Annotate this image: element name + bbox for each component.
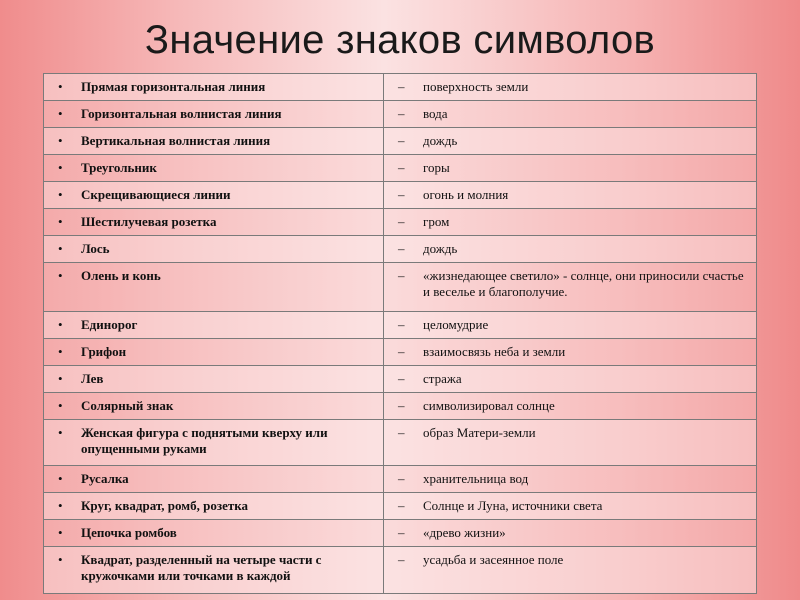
bullet-icon: •: [58, 106, 63, 121]
table-row: [44, 493, 757, 520]
dash-icon: –: [398, 106, 405, 121]
bullet-icon: •: [58, 187, 63, 202]
symbol-meaning: поверхность земли: [423, 79, 529, 94]
meaning-cell: [384, 466, 757, 493]
dash-icon: –: [398, 552, 405, 567]
symbol-name: Вертикальная волнистая линия: [81, 133, 271, 148]
dash-icon: –: [398, 187, 405, 202]
symbol-meaning: «древо жизни»: [423, 525, 506, 540]
symbol-cell: [44, 74, 384, 101]
symbol-name: Лось: [81, 241, 110, 256]
dash-icon: –: [398, 398, 405, 413]
table-row: [44, 155, 757, 182]
symbol-meaning: символизировал солнце: [423, 398, 555, 413]
table-row: [44, 128, 757, 155]
symbol-name: Квадрат, разделенный на четыре части с кружочками или точками в каждой: [81, 552, 322, 583]
table-row: [44, 520, 757, 547]
symbol-meaning: вода: [423, 106, 448, 121]
table-row: [44, 101, 757, 128]
symbol-cell: [44, 128, 384, 155]
symbol-name: Круг, квадрат, ромб, розетка: [81, 498, 249, 513]
dash-icon: –: [398, 525, 405, 540]
symbol-cell: [44, 209, 384, 236]
bullet-icon: •: [58, 425, 63, 440]
meaning-cell: [384, 209, 757, 236]
dash-icon: –: [398, 317, 405, 332]
symbol-name: Женская фигура с поднятыми кверху или опущенными руками: [81, 425, 328, 456]
dash-icon: –: [398, 133, 405, 148]
meaning-cell: [384, 493, 757, 520]
symbol-cell: [44, 101, 384, 128]
symbol-name: Треугольник: [81, 160, 157, 175]
table-row: [44, 209, 757, 236]
symbol-name: Грифон: [81, 344, 127, 359]
symbol-cell: [44, 420, 384, 466]
bullet-icon: •: [58, 268, 63, 283]
meaning-cell: [384, 128, 757, 155]
symbol-name: Олень и конь: [81, 268, 161, 283]
table-row: [44, 263, 757, 312]
meaning-cell: [384, 393, 757, 420]
symbol-cell: [44, 393, 384, 420]
symbol-cell: [44, 493, 384, 520]
symbol-meaning: Солнце и Луна, источники света: [423, 498, 603, 513]
table-row: [44, 74, 757, 101]
table-row: [44, 466, 757, 493]
meaning-cell: [384, 520, 757, 547]
bullet-icon: •: [58, 317, 63, 332]
symbol-name: Цепочка ромбов: [81, 525, 177, 540]
symbols-table: [43, 73, 757, 594]
meaning-cell: [384, 339, 757, 366]
dash-icon: –: [398, 268, 405, 283]
symbol-name: Скрещивающиеся линии: [81, 187, 231, 202]
symbol-meaning: «жизнедающее светило» - солнце, они приносили счастье и веселье и благополучие.: [423, 268, 744, 299]
symbol-cell: [44, 366, 384, 393]
bullet-icon: •: [58, 214, 63, 229]
table-row: [44, 312, 757, 339]
symbol-name: Прямая горизонтальная линия: [81, 79, 266, 94]
symbol-meaning: целомудрие: [423, 317, 489, 332]
symbol-cell: [44, 547, 384, 594]
dash-icon: –: [398, 241, 405, 256]
symbol-cell: [44, 312, 384, 339]
symbol-meaning: усадьба и засеянное поле: [423, 552, 564, 567]
table-row: [44, 547, 757, 594]
symbol-cell: [44, 520, 384, 547]
symbol-meaning: гром: [423, 214, 450, 229]
symbol-name: Солярный знак: [81, 398, 174, 413]
dash-icon: –: [398, 498, 405, 513]
symbol-cell: [44, 339, 384, 366]
dash-icon: –: [398, 160, 405, 175]
dash-icon: –: [398, 344, 405, 359]
symbol-name: Русалка: [81, 471, 129, 486]
symbol-meaning: образ Матери-земли: [423, 425, 536, 440]
bullet-icon: •: [58, 79, 63, 94]
meaning-cell: [384, 366, 757, 393]
symbol-meaning: дождь: [423, 133, 458, 148]
bullet-icon: •: [58, 133, 63, 148]
bullet-icon: •: [58, 160, 63, 175]
meaning-cell: [384, 74, 757, 101]
bullet-icon: •: [58, 498, 63, 513]
table-row: [44, 420, 757, 466]
symbol-meaning: взаимосвязь неба и земли: [423, 344, 566, 359]
bullet-icon: •: [58, 241, 63, 256]
meaning-cell: [384, 312, 757, 339]
symbol-meaning: дождь: [423, 241, 458, 256]
symbol-name: Шестилучевая розетка: [81, 214, 217, 229]
dash-icon: –: [398, 425, 405, 440]
symbol-name: Горизонтальная волнистая линия: [81, 106, 282, 121]
dash-icon: –: [398, 471, 405, 486]
meaning-cell: [384, 182, 757, 209]
dash-icon: –: [398, 214, 405, 229]
table-row: [44, 339, 757, 366]
bullet-icon: •: [58, 471, 63, 486]
symbol-name: Лев: [81, 371, 104, 386]
bullet-icon: •: [58, 371, 63, 386]
bullet-icon: •: [58, 344, 63, 359]
dash-icon: –: [398, 79, 405, 94]
symbol-meaning: стража: [423, 371, 462, 386]
meaning-cell: [384, 155, 757, 182]
table-row: [44, 393, 757, 420]
bullet-icon: •: [58, 525, 63, 540]
symbol-cell: [44, 466, 384, 493]
table-row: [44, 236, 757, 263]
page-title: Значение знаков символов: [144, 18, 656, 62]
symbol-name: Единорог: [81, 317, 138, 332]
meaning-cell: [384, 101, 757, 128]
symbol-cell: [44, 155, 384, 182]
table-row: [44, 182, 757, 209]
meaning-cell: [384, 420, 757, 466]
bullet-icon: •: [58, 398, 63, 413]
dash-icon: –: [398, 371, 405, 386]
symbol-meaning: горы: [423, 160, 450, 175]
meaning-cell: [384, 236, 757, 263]
symbol-meaning: огонь и молния: [423, 187, 509, 202]
symbol-meaning: хранительница вод: [423, 471, 529, 486]
meaning-cell: [384, 547, 757, 594]
symbol-cell: [44, 236, 384, 263]
symbol-cell: [44, 263, 384, 312]
meaning-cell: [384, 263, 757, 312]
table-row: [44, 366, 757, 393]
bullet-icon: •: [58, 552, 63, 567]
symbol-cell: [44, 182, 384, 209]
